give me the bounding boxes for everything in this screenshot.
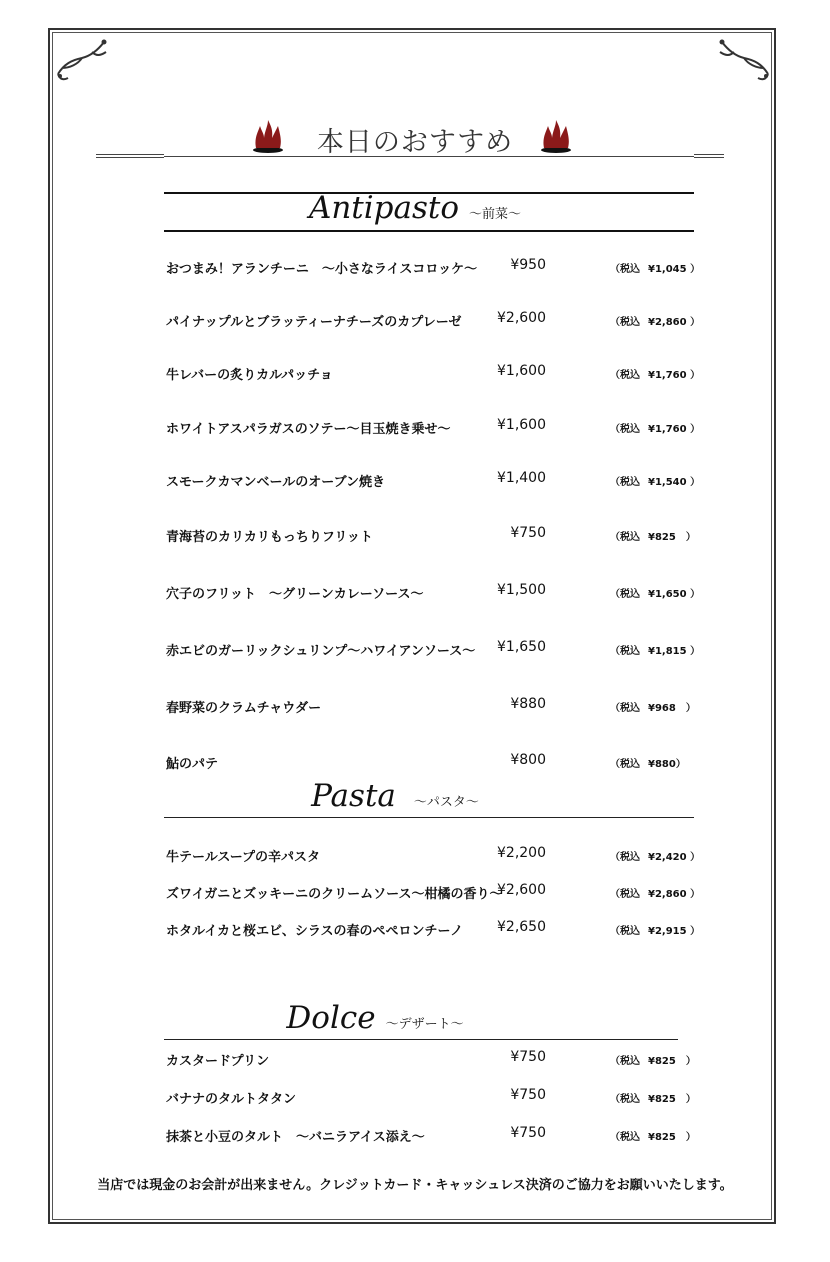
menu-item-tax-price [610, 585, 700, 600]
pasta-heading [0, 778, 830, 814]
menu-item-name: 赤エビのガーリックシュリンプ～ハワイアンソース～ [166, 644, 476, 659]
menu-item-tax-price [610, 473, 700, 488]
tax-label: （税込 [610, 264, 640, 275]
menu-item-tax-price [610, 1128, 696, 1143]
pasta-subtitle: ～パスタ～ [413, 795, 479, 810]
tax-label: （税込 [610, 646, 640, 657]
antipasto-heading [0, 190, 830, 226]
menu-item-tax-price [610, 848, 700, 863]
menu-item [166, 257, 701, 280]
tax-value: ¥1,815 ） [648, 646, 701, 657]
tax-value: ¥1,760 ） [648, 370, 701, 381]
menu-item-name: おつまみ！アランチーニ ～小さなライスコロッケ～ [166, 262, 478, 277]
menu-item-tax-price [610, 420, 700, 435]
menu-item-price: ¥750 [510, 1049, 546, 1065]
page-title: 本日のおすすめ [316, 127, 514, 158]
tax-label: （税込 [610, 317, 640, 328]
menu-item-name: ホタルイカと桜エビ、シラスの春のペペロンチーノ [166, 924, 464, 939]
menu-item [166, 417, 701, 440]
tax-label: （税込 [610, 424, 640, 435]
menu-item-price: ¥750 [510, 1087, 546, 1103]
tax-value: ¥825 ） [648, 1094, 696, 1105]
tax-value: ¥2,420 ） [648, 852, 701, 863]
menu-item [166, 526, 696, 548]
menu-item-tax-price [610, 755, 686, 770]
menu-item-price: ¥1,400 [497, 470, 546, 486]
tax-value: ¥2,860 ） [648, 317, 701, 328]
menu-item-tax-price [610, 1090, 696, 1105]
dolce-rule [164, 1039, 678, 1040]
tax-label: （税込 [610, 1132, 640, 1143]
menu-item-tax-price [610, 922, 700, 937]
tax-value: ¥825 ） [648, 1056, 696, 1067]
tax-value: ¥825 ） [648, 532, 696, 543]
menu-item-tax-price [610, 528, 696, 543]
tax-value: ¥880） [648, 759, 686, 770]
menu-item-price: ¥2,650 [497, 919, 546, 935]
menu-item-name: パイナップルとブラッティーナチーズのカプレーゼ [166, 315, 462, 330]
menu-item-name: バナナのタルトタタン [166, 1092, 297, 1107]
menu-item-name: 穴子のフリット ～グリーンカレーソース～ [166, 587, 424, 602]
tax-label: （税込 [610, 1056, 640, 1067]
tax-value: ¥1,650 ） [648, 589, 701, 600]
tax-label: （税込 [610, 477, 640, 488]
dolce-title: Dolce [286, 1000, 376, 1036]
menu-item [166, 1050, 696, 1072]
menu-item-price: ¥800 [510, 752, 546, 768]
tax-value: ¥2,915 ） [648, 926, 701, 937]
menu-item [166, 639, 701, 662]
menu-item-price: ¥2,600 [497, 882, 546, 898]
menu-item-tax-price [610, 642, 700, 657]
tax-label: （税込 [610, 1094, 640, 1105]
tax-label: （税込 [610, 703, 640, 714]
flame-right-icon [540, 118, 572, 154]
menu-item-tax-price [610, 366, 700, 381]
menu-item-price: ¥1,500 [497, 582, 546, 598]
menu-item [166, 310, 701, 333]
tax-label: （税込 [610, 532, 640, 543]
payment-notice: 当店では現金のお会計が出来ません。クレジットカード・キャッシュレス決済のご協力をお願いいたします。 [97, 1178, 733, 1193]
antipasto-rule-bottom [164, 230, 694, 232]
menu-item-price: ¥750 [510, 525, 546, 541]
menu-item [166, 470, 701, 493]
dolce-subtitle: ～デザート～ [385, 1017, 464, 1032]
menu-item [166, 1088, 696, 1110]
menu-item [166, 1126, 696, 1148]
menu-item-tax-price [610, 699, 696, 714]
menu-item-price: ¥950 [510, 257, 546, 273]
tax-label: （税込 [610, 370, 640, 381]
tax-label: （税込 [610, 759, 640, 770]
menu-item-price: ¥2,200 [497, 845, 546, 861]
menu-item-price: ¥1,600 [497, 363, 546, 379]
menu-item-name: ズワイガニとズッキーニのクリームソース～柑橘の香り～ [166, 887, 503, 902]
antipasto-title: Antipasto [308, 190, 460, 226]
menu-item [166, 363, 701, 386]
tax-value: ¥2,860 ） [648, 889, 701, 900]
menu-item-name: ホワイトアスパラガスのソテー～目玉焼き乗せ～ [166, 422, 451, 437]
tax-label: （税込 [610, 926, 640, 937]
menu-item-tax-price [610, 260, 700, 275]
tax-label: （税込 [610, 889, 640, 900]
antipasto-subtitle: ～前菜～ [469, 207, 522, 222]
menu-item-tax-price [610, 885, 700, 900]
menu-item-name: 青海苔のカリカリもっちりフリット [166, 530, 373, 545]
tax-value: ¥1,540 ） [648, 477, 701, 488]
menu-item [166, 753, 696, 775]
tax-value: ¥1,760 ） [648, 424, 701, 435]
menu-item-price: ¥1,600 [497, 417, 546, 433]
menu-item-name: 抹茶と小豆のタルト ～バニラアイス添え～ [166, 1130, 425, 1145]
menu-item [166, 697, 696, 719]
menu-item-price: ¥2,600 [497, 310, 546, 326]
pasta-title: Pasta [311, 778, 396, 814]
menu-item-price: ¥880 [510, 696, 546, 712]
menu-item-tax-price [610, 313, 700, 328]
tax-value: ¥968 ） [648, 703, 696, 714]
pasta-rule [164, 817, 694, 818]
tax-value: ¥825 ） [648, 1132, 696, 1143]
menu-item-name: カスタードプリン [166, 1054, 270, 1069]
menu-item-price: ¥750 [510, 1125, 546, 1141]
menu-item-name: 牛テールスープの辛パスタ [166, 850, 321, 865]
menu-item-name: 鮎のパテ [166, 757, 219, 772]
menu-item [166, 882, 701, 905]
menu-item-tax-price [610, 1052, 696, 1067]
menu-item [166, 845, 701, 868]
tax-value: ¥1,045 ） [648, 264, 701, 275]
corner-ornament-left-icon [54, 34, 114, 94]
menu-item-name: 牛レバーの炙りカルパッチョ [166, 368, 333, 383]
menu-item-name: 春野菜のクラムチャウダー [166, 701, 322, 716]
menu-item-price: ¥1,650 [497, 639, 546, 655]
corner-ornament-right-icon [712, 34, 772, 94]
menu-item [166, 919, 701, 942]
tax-label: （税込 [610, 852, 640, 863]
menu-item [166, 582, 701, 605]
dolce-heading [0, 1000, 830, 1036]
tax-label: （税込 [610, 589, 640, 600]
menu-item-name: スモークカマンベールのオーブン焼き [166, 475, 386, 490]
